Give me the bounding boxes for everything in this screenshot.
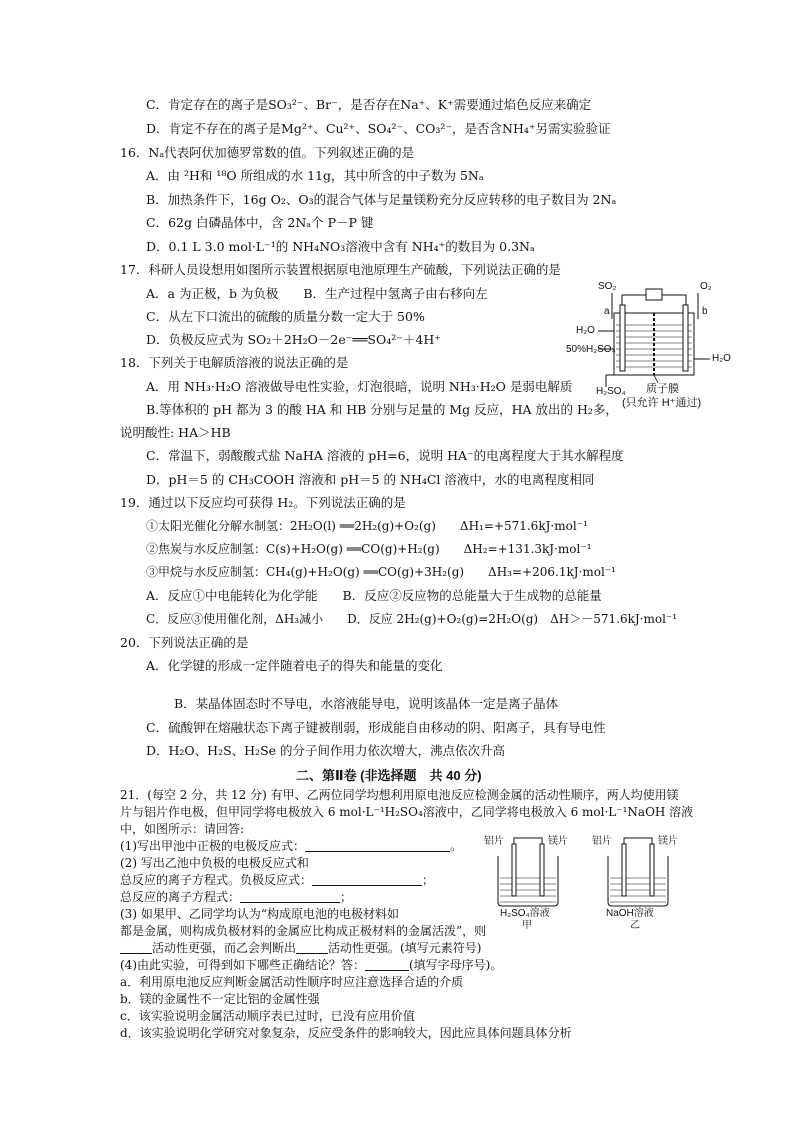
q18-stem: 18．下列关于电解质溶液的说法正确的是 — [120, 355, 349, 370]
q18-option-a: A．用 NH₃·H₂O 溶液做导电性实验，灯泡很暗，说明 NH₃·H₂O 是弱电解质 — [146, 379, 573, 394]
label-a: a — [604, 306, 610, 317]
q21-line-1: 21．(每空 2 分，共 12 分) 有甲、乙两位同学均想利用原电池反应检测金属的活动性顺序，两人均使用镁 — [120, 788, 679, 802]
label-h2so4-out: H₂SO₄ — [596, 386, 626, 397]
q15-option-d: D．肯定不存在的离子是Mg²⁺、Cu²⁺、SO₄²⁻、CO₃²⁻，是否含NH₄⁺另需实验验证 — [146, 121, 611, 136]
label-o2: O₂ — [700, 281, 712, 292]
q21-answer-3-jia[interactable] — [120, 941, 152, 954]
q17-stem: 17．科研人员设想用如图所示装置根据原电池原理生产硫酸，下列说法正确的是 — [120, 262, 561, 277]
q21-part-2c-text: 总反应的离子方程式： — [120, 890, 241, 904]
q19-option-cd: C．反应③使用催化剂，ΔH₃减小 D．反应 2H₂(g)+O₂(g)=2H₂O(g) ΔH＞－571.6kJ·mol⁻¹ — [146, 612, 678, 626]
section-2-title: 二、第Ⅱ卷 (非选择题 共 40 分) — [296, 768, 482, 783]
label-membrane-note: (只允许 H⁺通过) — [622, 397, 702, 409]
q17-option-ab: A．a 为正极，b 为负极 B．生产过程中氢离子由右移向左 — [146, 286, 488, 301]
q21-part-2a: (2) 写出乙池中负极的电极反应式和 — [120, 856, 309, 870]
q21-part-3b: 都是金属，则构成负极材料的金属应比构成正极材料的金属活泼”，则 — [120, 924, 487, 938]
label-al-left: 铝片 — [484, 836, 504, 847]
q16-stem: 16．Nₐ代表阿伏加德罗常数的值。下列叙述正确的是 — [120, 145, 415, 160]
q18-option-b: B.等体积的 pH 都为 3 的酸 HA 和 HB 分别与足量的 Mg 反应，HA 放出的 H₂多， — [146, 402, 618, 417]
q20-option-d: D．H₂O、H₂S、H₂Se 的分子间作用力依次增大，沸点依次升高 — [146, 743, 506, 758]
q21-line-3: 中，如图所示：请回答: — [120, 822, 245, 836]
q15-option-c: C．肯定存在的离子是SO₃²⁻、Br⁻，是否存在Na⁺、K⁺需要通过焰色反应来确定 — [146, 97, 592, 112]
q19-reaction-1: ①太阳光催化分解水制氢：2H₂O(l) ══2H₂(g)+O₂(g) ΔH₁=+571.6kJ·mol⁻¹ — [146, 519, 588, 533]
q21-part-2b — [120, 873, 434, 888]
q21-answer-3-yi[interactable] — [296, 941, 328, 954]
q21-part-3a: (3) 如果甲、乙同学均认为“构成原电池的电极材料如 — [120, 907, 399, 921]
q21-part-4-end: (填写字母序号)。 — [409, 958, 503, 972]
q19-reaction-2: ②焦炭与水反应制氢：C(s)+H₂O(g) ══CO(g)+H₂(g) ΔH₂=+131.3kJ·mol⁻¹ — [146, 542, 592, 556]
q21-answer-1[interactable] — [305, 839, 450, 852]
q17-option-d: D．负极反应式为 SO₂＋2H₂O－2e⁻══SO₄²⁻＋4H⁺ — [146, 332, 441, 347]
label-mg-left: 镁片 — [548, 836, 568, 847]
q17-option-c: C．从左下口流出的硫酸的质量分数一定大于 50% — [146, 309, 425, 324]
label-al-right: 铝片 — [592, 836, 612, 847]
q19-stem: 19．通过以下反应均可获得 H₂。下列说法正确的是 — [120, 495, 406, 510]
label-name-right: 乙 — [630, 920, 640, 931]
q20-option-b: B．某晶体固态时不导电，水溶液能导电，说明该晶体一定是离子晶体 — [174, 696, 559, 711]
label-sol-right: NaOH溶液 — [606, 908, 654, 919]
q21-part-1 — [120, 839, 462, 854]
label-sol-left: H₂SO₄溶液 — [500, 908, 550, 919]
q21-answer-2-negative[interactable] — [312, 873, 422, 886]
q21-part-2b-text: 总反应的离子方程式。负极反应式： — [120, 873, 313, 887]
q21-part-3c-mid: 活动性更强，而乙会判断出 — [152, 941, 297, 955]
q21-part-1-text: (1)写出甲池中正极的电极反应式： — [120, 839, 305, 853]
q18-option-d: D．pH＝5 的 CH₃COOH 溶液和 pH＝5 的 NH₄Cl 溶液中，水的电离程度相同 — [146, 472, 595, 487]
q19-option-ab: A．反应①中电能转化为化学能 B．反应②反应物的总能量大于生成物的总能量 — [146, 588, 602, 603]
label-h2o-right: H₂O — [712, 353, 731, 364]
q21-answer-4[interactable] — [365, 958, 409, 971]
label-so2: SO₂ — [598, 281, 617, 292]
label-h2o-left: H₂O — [576, 325, 595, 336]
q21-part-2c — [120, 890, 352, 905]
q21-choice-b: b．镁的金属性不一定比铝的金属性强 — [120, 992, 320, 1006]
q18-option-c: C．常温下，弱酸酸式盐 NaHA 溶液的 pH=6，说明 HA⁻的电离程度大于其水解程度 — [146, 448, 624, 463]
q21-answer-2-total[interactable] — [240, 890, 340, 903]
q18-option-b-cont: 说明酸性: HA＞HB — [120, 425, 231, 440]
q21-line-2: 片与铝片作电极，但甲同学将电极放入 6 mol·L⁻¹H₂SO₄溶液中，乙同学将电极放入 6 mol·L⁻¹NaOH 溶液 — [120, 805, 694, 819]
q16-option-a: A．由 ²H和 ¹⁸O 所组成的水 11g，其中所含的中子数为 5Nₐ — [146, 168, 484, 183]
label-name-left: 甲 — [522, 920, 532, 931]
q21-part-3c — [120, 941, 481, 956]
q21-part-1-end: 。 — [450, 839, 463, 853]
q19-reaction-3: ③甲烷与水反应制氢：CH₄(g)+H₂O(g) ══CO(g)+3H₂(g) ΔH₃=+206.1kJ·mol⁻¹ — [146, 565, 616, 579]
q21-choice-d: d．该实验说明化学研究对象复杂，反应受条件的影响较大，因此应具体问题具体分析 — [120, 1026, 572, 1040]
q21-choice-a: a．利用原电池反应判断金属活动性顺序时应注意选择合适的介质 — [120, 975, 464, 989]
label-mg-right: 镁片 — [658, 836, 678, 847]
q17-figure — [566, 281, 736, 418]
q20-option-c: C．硫酸钾在熔融状态下离子键被削弱，形成能自由移动的阴、阳离子，具有导电性 — [146, 720, 606, 735]
q21-figure — [484, 834, 694, 934]
label-membrane: 质子膜 — [646, 383, 679, 395]
q21-part-2b-end: ； — [422, 873, 435, 887]
q16-option-b: B．加热条件下，16g O₂、O₃的混合气体与足量镁粉充分反应转移的电子数目为 2Nₐ — [146, 192, 617, 207]
q21-part-4-text: (4)由此实验，可得到如下哪些正确结论？答： — [120, 958, 365, 972]
q21-part-4 — [120, 958, 502, 973]
q21-part-2c-end: ； — [340, 890, 353, 904]
q21-part-3c-end: 活动性更强。(填写元素符号) — [328, 941, 482, 955]
q21-choice-c: c．该实验说明金属活动顺序表已过时，已没有应用价值 — [120, 1009, 415, 1023]
q20-stem: 20．下列说法正确的是 — [120, 635, 249, 650]
label-b: b — [702, 306, 708, 317]
q20-option-a: A．化学键的形成一定伴随着电子的得失和能量的变化 — [146, 658, 443, 673]
q16-option-c: C．62g 白磷晶体中，含 2Nₐ个 P－P 键 — [146, 215, 374, 230]
label-h2so4-in: 50%H₂SO₄ — [566, 344, 616, 355]
q16-option-d: D．0.1 L 3.0 mol·L⁻¹的 NH₄NO₃溶液中含有 NH₄⁺的数目为 0.3Nₐ — [146, 239, 535, 254]
